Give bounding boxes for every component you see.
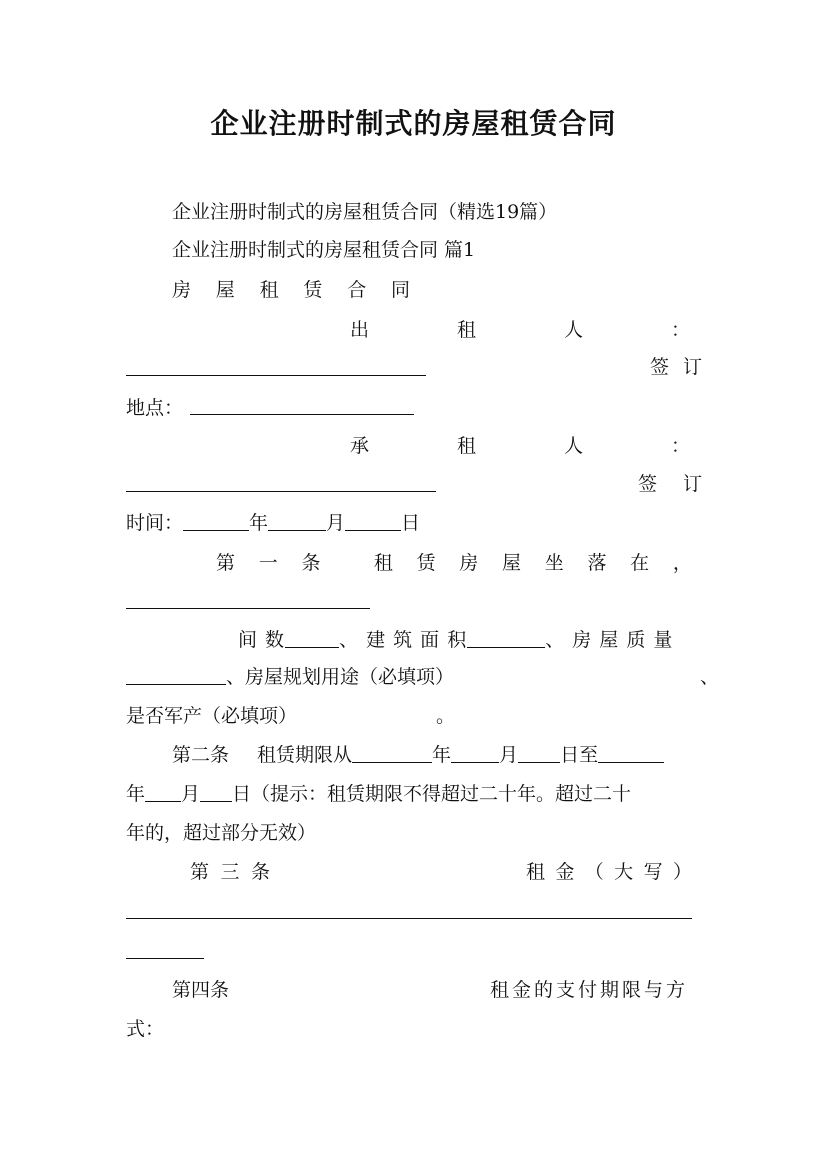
- day-label: 日: [401, 512, 421, 534]
- payment-terms-label: 租金的支付期限与方: [490, 979, 689, 1001]
- article-1-char: 第: [216, 552, 236, 574]
- lease-term-label: 租赁期限从: [257, 744, 353, 766]
- heading-char: 同: [390, 279, 410, 301]
- sign-char: 签: [638, 473, 658, 495]
- contract-heading: [172, 278, 410, 302]
- lessor-char: ：: [670, 319, 690, 341]
- article-2-line-1: [172, 743, 664, 767]
- article-1-details: [238, 628, 673, 652]
- lessee-char: 租: [456, 435, 476, 457]
- heading-char: 赁: [303, 279, 323, 301]
- article-3-char: 条: [250, 861, 270, 883]
- article-2-label: 第二条: [172, 744, 230, 766]
- rooms-blank[interactable]: [285, 629, 339, 648]
- end-month-label: 月: [181, 783, 201, 805]
- start-month-blank[interactable]: [451, 744, 499, 763]
- article-4-label: 第四条: [172, 979, 230, 1001]
- rent-char: 金: [555, 861, 575, 883]
- lessee-label: [350, 434, 690, 458]
- heading-char: 合: [347, 279, 367, 301]
- lessee-char: 承: [350, 435, 370, 457]
- intro-line-1: 企业注册时制式的房屋租赁合同（精选19篇）: [172, 201, 558, 223]
- rooms-label: 间 数: [238, 629, 286, 651]
- lessor-label: [350, 318, 690, 342]
- article-1-char: 在: [630, 552, 650, 574]
- rent-char: ）: [672, 861, 692, 883]
- lessee-char: 人: [563, 435, 583, 457]
- article-1-char: 屋: [502, 552, 522, 574]
- heading-char: 房: [172, 279, 192, 301]
- article-1-char: 坐: [544, 552, 564, 574]
- sign-time-line: [126, 511, 420, 535]
- article-3-char: 三: [220, 861, 240, 883]
- lessee-name-blank[interactable]: [126, 491, 436, 492]
- rent-char: 租: [526, 861, 546, 883]
- lessee-sign-label: [638, 472, 702, 496]
- rent-char: （: [584, 861, 604, 883]
- article-1-char: 一: [258, 552, 278, 574]
- start-year-label: 年: [432, 744, 452, 766]
- rent-char: 大: [614, 861, 634, 883]
- month-label: 月: [326, 512, 346, 534]
- lessee-char: ：: [670, 435, 690, 457]
- end-year-label: 年: [126, 783, 146, 805]
- lessor-char: 租: [456, 319, 476, 341]
- rent-char: 写: [643, 861, 663, 883]
- area-label: 、 建 筑 面 积: [339, 629, 468, 651]
- article-3-label: [190, 860, 270, 884]
- military-period: 。: [436, 705, 456, 727]
- month-blank[interactable]: [268, 512, 326, 531]
- lease-note: 日（提示：租赁期限不得超过二十年。超过二十: [232, 783, 632, 805]
- area-blank[interactable]: [467, 629, 545, 648]
- quality-blank[interactable]: [126, 666, 226, 685]
- sign-char: 签: [650, 356, 670, 378]
- lessor-char: 出: [350, 319, 370, 341]
- end-year-blank[interactable]: [598, 744, 664, 763]
- article-2-line-2: [126, 782, 631, 806]
- year-blank[interactable]: [183, 512, 249, 531]
- article-1-char: 条: [301, 552, 321, 574]
- heading-char: 屋: [215, 279, 235, 301]
- sign-place-blank[interactable]: [190, 414, 414, 415]
- lessor-sign-label: [650, 355, 702, 379]
- sign-time-label: 时间：: [126, 512, 184, 534]
- article-1-char: 落: [587, 552, 607, 574]
- start-day-blank[interactable]: [518, 744, 560, 763]
- purpose-comma: 、: [700, 666, 720, 688]
- purpose-line: [126, 665, 454, 689]
- intro-line-2: 企业注册时制式的房屋租赁合同 篇1: [172, 239, 476, 261]
- lessor-name-blank[interactable]: [126, 375, 426, 376]
- rent-amount-blank-cont[interactable]: [126, 958, 204, 959]
- end-month-blank[interactable]: [145, 783, 181, 802]
- end-day-blank[interactable]: [200, 783, 232, 802]
- heading-char: 租: [259, 279, 279, 301]
- article-3-char: 第: [190, 861, 210, 883]
- year-label: 年: [249, 512, 269, 534]
- article-1-char: 房: [459, 552, 479, 574]
- article-1-char: ，: [672, 552, 692, 574]
- location-blank[interactable]: [126, 608, 370, 609]
- article-2-line-3: 年的，超过部分无效）: [126, 822, 317, 844]
- article-1-char: 租: [373, 552, 393, 574]
- article-1-char: 赁: [416, 552, 436, 574]
- payment-terms-cont: 式：: [126, 1018, 165, 1040]
- day-blank[interactable]: [345, 512, 401, 531]
- lessor-char: 人: [563, 319, 583, 341]
- sign-char: 订: [682, 356, 702, 378]
- start-year-blank[interactable]: [352, 744, 432, 763]
- sign-place-label: 地点：: [126, 397, 184, 419]
- rent-label: [526, 860, 692, 884]
- rent-amount-blank[interactable]: [126, 918, 692, 919]
- document-title: 企业注册时制式的房屋租赁合同: [210, 107, 617, 140]
- purpose-label: 、房屋规划用途（必填项）: [226, 666, 455, 688]
- article-1-heading: [216, 551, 692, 575]
- military-property-label: 是否军产（必填项）: [126, 705, 298, 727]
- start-month-label: 月: [499, 744, 519, 766]
- quality-label: 、 房 屋 质 量: [545, 629, 674, 651]
- sign-char: 订: [682, 473, 702, 495]
- start-day-label: 日至: [560, 744, 599, 766]
